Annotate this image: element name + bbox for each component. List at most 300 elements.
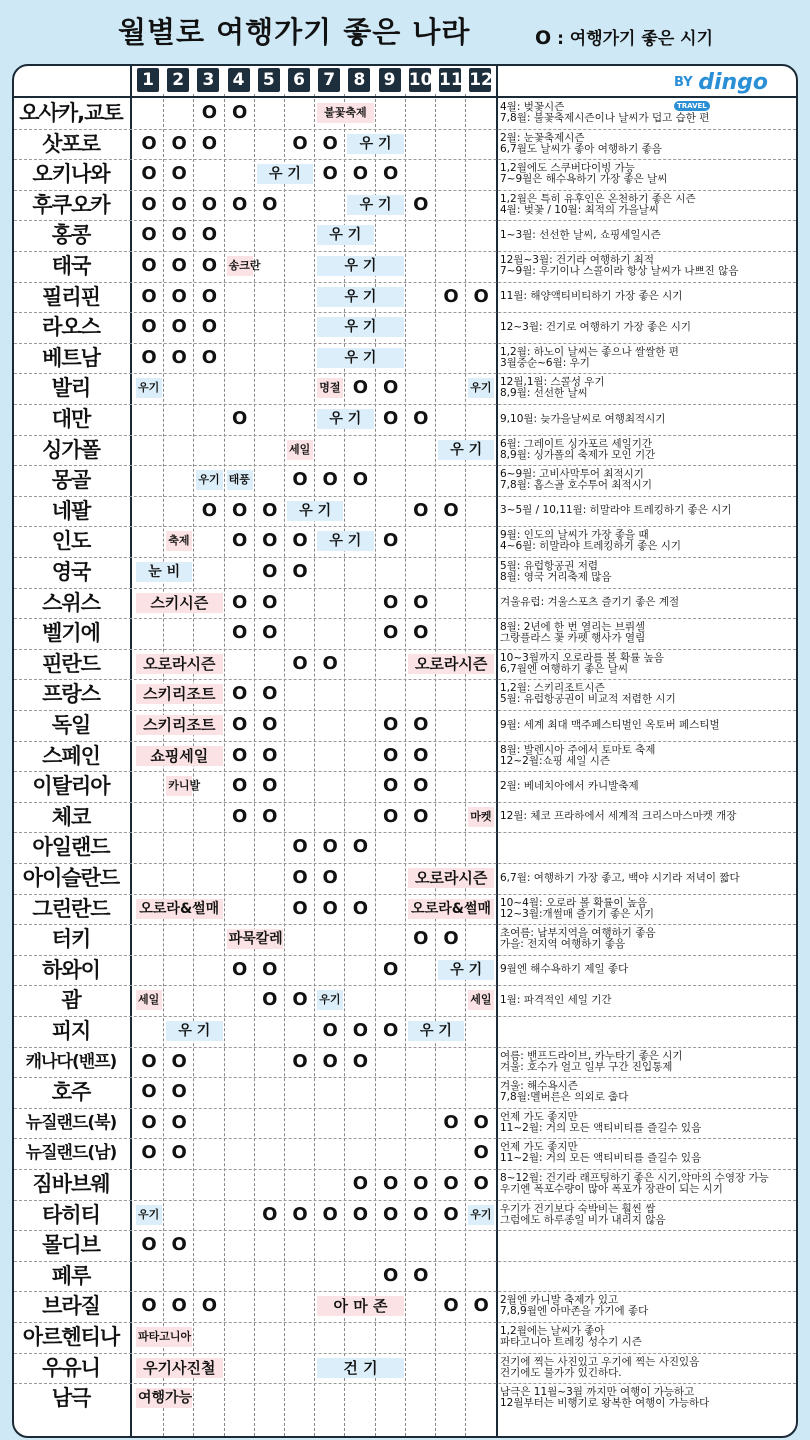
good-month-mark: O	[262, 499, 278, 521]
country-row	[14, 98, 796, 129]
season-tag: 우기	[196, 470, 222, 490]
country-name: 오사카,교토	[19, 101, 123, 125]
good-month-mark: O	[292, 1050, 308, 1072]
travel-note: 겨울유럽: 겨울스포츠 즐기기 좋은 계절	[500, 596, 680, 609]
country-row	[14, 373, 796, 404]
good-month-mark: O	[292, 652, 308, 674]
good-month-mark: O	[201, 224, 218, 246]
country-name: 캐나다(밴프)	[25, 1051, 117, 1072]
event-tag: 오로라시즌	[136, 654, 223, 674]
good-month-mark: O	[201, 346, 218, 368]
event-tag: 오로라시즌	[408, 868, 495, 888]
country-row	[14, 710, 796, 741]
good-month-mark: O	[382, 714, 399, 735]
good-month-mark: O	[352, 836, 369, 858]
good-month-mark: O	[292, 989, 308, 1011]
season-tag: 우 기	[317, 348, 404, 368]
good-month-mark: O	[352, 469, 369, 491]
country-row	[14, 1291, 796, 1322]
country-name: 삿포로	[42, 131, 100, 156]
good-month-mark: O	[171, 132, 187, 154]
good-month-mark: O	[413, 1203, 429, 1225]
good-month-mark: O	[413, 408, 429, 429]
travel-note: 우기가 건기보다 숙박비는 훨씬 쌈 그럼에도 하루종일 비가 내리지 않음	[500, 1202, 666, 1226]
good-month-mark: O	[262, 958, 278, 980]
good-month-mark: O	[292, 132, 308, 154]
good-month-mark: O	[473, 1295, 489, 1317]
season-tag: 우기	[468, 378, 494, 398]
good-month-mark: O	[231, 714, 248, 735]
good-month-mark: O	[262, 714, 278, 735]
legend-text: : 여행가기 좋은 시기	[551, 29, 714, 49]
good-month-mark: O	[352, 163, 369, 185]
travel-note: 1,2월: 하노이 날씨는 좋으나 쌀쌀한 편 3월중순~6월: 우기	[500, 345, 679, 369]
good-month-mark: O	[413, 591, 429, 613]
good-month-mark: O	[231, 775, 248, 797]
season-tag: 우기	[317, 990, 343, 1010]
good-month-mark: O	[292, 561, 308, 582]
country-row	[14, 802, 796, 833]
good-month-mark: O	[262, 744, 278, 766]
good-month-mark: O	[382, 530, 399, 552]
country-name: 체코	[51, 804, 91, 829]
good-month-mark: O	[262, 622, 278, 644]
country-row	[14, 1200, 796, 1231]
season-tag: 우 기	[347, 134, 403, 154]
good-month-mark: O	[473, 1111, 489, 1133]
travel-note: 6월: 그레이트 싱가포르 세일기간 8,9월: 싱가폴의 축제가 모인 기간	[500, 437, 656, 461]
travel-note	[500, 832, 792, 862]
event-tag: 오로라&썰매	[408, 899, 495, 919]
country-name: 브라질	[42, 1294, 100, 1319]
good-month-mark: O	[231, 499, 248, 521]
country-row	[14, 894, 796, 925]
country-row	[14, 832, 796, 863]
country-name: 태국	[51, 254, 91, 278]
season-tag: 우 기	[287, 501, 343, 521]
country-row	[14, 496, 796, 527]
good-month-mark: O	[141, 224, 157, 246]
country-row	[14, 1353, 796, 1384]
country-name: 몽골	[51, 468, 91, 493]
country-row	[14, 1322, 796, 1353]
legend	[535, 24, 713, 49]
travel-note: 4월: 벚꽃시즌 7,8월: 불꽃축제시즌이나 날씨가 덥고 습한 편	[500, 101, 710, 124]
country-name: 몰디브	[42, 1233, 100, 1258]
season-tag: 태풍	[227, 470, 253, 490]
event-tag: 세일	[468, 990, 494, 1010]
good-month-mark: O	[382, 163, 399, 185]
good-month-mark: O	[262, 683, 278, 705]
travel-note: 12~3월: 건기로 여행하기 가장 좋은 시기	[500, 320, 692, 333]
good-month-mark: O	[413, 1264, 429, 1286]
travel-note: 1~3월: 선선한 날씨, 쇼핑세일시즌	[500, 228, 661, 241]
brand-name: dingo	[698, 70, 769, 95]
good-month-mark: O	[201, 102, 218, 123]
good-month-mark: O	[171, 255, 187, 276]
good-month-mark: O	[231, 193, 248, 215]
good-month-mark: O	[231, 622, 248, 644]
good-month-mark: O	[352, 897, 369, 919]
country-name: 핀란드	[42, 651, 100, 676]
good-month-mark: O	[201, 316, 218, 338]
country-name: 인도	[51, 529, 91, 554]
good-month-mark: O	[201, 132, 218, 154]
travel-note: 여름: 밴프드라이브, 카누타기 좋은 시기 겨울: 호수가 얼고 일부 구간 진입통제	[500, 1049, 683, 1073]
good-month-mark: O	[322, 163, 338, 185]
travel-note: 10~4월: 오로라 볼 확률이 높음 12~3월:개썰매 즐기기 좋은 시기	[500, 896, 654, 920]
good-month-mark: O	[201, 499, 218, 521]
good-month-mark: O	[322, 1020, 338, 1041]
event-tag: 명절	[317, 378, 343, 398]
season-tag: 우 기	[317, 409, 373, 429]
page-header	[0, 0, 810, 62]
travel-note: 12월~3월: 건기라 여행하기 최적 7~9월: 우기이나 스콜이라 항상 날씨가 나쁘진 않음	[500, 254, 739, 277]
good-month-mark: O	[382, 408, 399, 429]
good-month-mark: O	[322, 1050, 338, 1072]
country-row	[14, 863, 796, 894]
good-month-mark: O	[322, 469, 338, 491]
country-name: 필리핀	[42, 284, 100, 309]
good-month-mark: O	[201, 1295, 218, 1317]
country-row	[14, 526, 796, 557]
good-month-mark: O	[413, 714, 429, 735]
country-row	[14, 588, 796, 619]
season-tag: 건 기	[317, 1358, 404, 1378]
travel-note: 6,7월: 여행하기 가장 좋고, 백야 시기라 저녁이 짧다	[500, 871, 740, 884]
good-month-mark: O	[171, 1111, 187, 1133]
brand-by: BY	[674, 75, 693, 90]
country-name: 아일랜드	[32, 835, 110, 860]
country-name: 대만	[51, 407, 91, 431]
month-header-9: 9	[379, 68, 401, 92]
event-tag: 스키시즌	[136, 593, 223, 613]
season-tag: 우 기	[438, 440, 494, 460]
event-tag: 파타고니아	[136, 1327, 192, 1347]
good-month-mark: O	[262, 193, 278, 215]
good-month-mark: O	[292, 897, 308, 919]
good-month-mark: O	[262, 805, 278, 827]
good-month-mark: O	[322, 897, 338, 919]
good-month-mark: O	[171, 1142, 187, 1164]
country-name: 발리	[51, 376, 91, 401]
season-tag: 우 기	[166, 1021, 222, 1041]
country-name: 벨기에	[42, 621, 100, 646]
travel-note: 8~12월: 건기라 래프팅하기 좋은 시기,악마의 수영장 가능 우기엔 폭포수량이 많아 폭포가 장관이 되는 시기	[500, 1172, 769, 1195]
travel-note: 8월: 2년에 한 번 열리는 브뤼셀 그랑플라스 꽃 카펫 행사가 열림	[500, 621, 646, 645]
month-header-1: 1	[137, 68, 159, 92]
good-month-mark: O	[473, 1173, 489, 1194]
country-row	[14, 618, 796, 649]
country-row	[14, 924, 796, 955]
country-row	[14, 190, 796, 221]
travel-note: 10~3월까지 오로라를 볼 확률 높음 6,7월엔 여행하기 좋은 날씨	[500, 651, 664, 675]
event-tag: 오로라시즌	[408, 654, 495, 674]
good-month-mark: O	[382, 775, 399, 797]
event-tag: 불꽃축제	[317, 103, 373, 123]
good-month-mark: O	[292, 1203, 308, 1225]
travel-note: 3~5월 / 10,11월: 히말라야 트레킹하기 좋은 시기	[500, 504, 732, 517]
good-month-mark: O	[322, 652, 338, 674]
travel-note: 5월: 유럽항공권 저렴 8월: 영국 거리축제 많음	[500, 560, 612, 583]
good-month-mark: O	[443, 285, 459, 307]
season-tag: 우 기	[317, 225, 373, 245]
country-name: 짐바브웨	[32, 1172, 110, 1196]
good-month-mark: O	[231, 805, 248, 827]
season-tag: 우 기	[347, 195, 403, 215]
good-month-mark: O	[231, 530, 248, 552]
season-tag: 우 기	[317, 256, 404, 276]
country-name: 하와이	[42, 957, 100, 982]
good-month-mark: O	[201, 255, 218, 276]
country-name: 독일	[51, 713, 91, 737]
good-month-mark: O	[382, 591, 399, 613]
travel-note: 남극은 11월~3월 까지만 여행이 가능하고 12월부터는 비행기로 왕복한 여행이 가능하다	[500, 1386, 710, 1410]
country-row	[14, 129, 796, 160]
country-row	[14, 679, 796, 710]
good-month-mark: O	[171, 224, 187, 246]
good-month-mark: O	[413, 193, 429, 215]
country-name: 남극	[51, 1386, 91, 1411]
good-month-mark: O	[382, 1203, 399, 1225]
event-tag: 세일	[287, 440, 313, 460]
good-month-mark: O	[352, 1050, 369, 1072]
good-month-mark: O	[382, 377, 399, 399]
country-row	[14, 1169, 796, 1200]
good-month-mark: O	[413, 622, 429, 644]
travel-calendar-table	[12, 64, 798, 1438]
good-month-mark: O	[413, 1173, 429, 1194]
country-name: 터키	[51, 927, 91, 952]
country-name: 아이슬란드	[22, 866, 120, 890]
season-tag: 우기	[136, 378, 162, 398]
good-month-mark: O	[171, 1234, 187, 1256]
good-month-mark: O	[141, 1081, 157, 1103]
good-month-mark: O	[141, 346, 157, 368]
month-header-2: 2	[167, 68, 189, 92]
country-row	[14, 343, 796, 374]
country-name: 페루	[51, 1263, 91, 1288]
country-name: 라오스	[42, 315, 100, 340]
good-month-mark: O	[141, 1050, 157, 1072]
good-month-mark: O	[443, 1111, 459, 1133]
good-month-mark: O	[262, 1203, 278, 1225]
travel-note: 9월: 세계 최대 맥주페스티벌인 옥토버 페스티벌	[500, 718, 720, 731]
event-tag: 스키리조트	[136, 715, 223, 735]
good-month-mark: O	[262, 989, 278, 1011]
event-tag: 축제	[166, 531, 192, 551]
country-name: 타히티	[42, 1202, 100, 1227]
travel-note: 9,10월: 늦가을날씨로 여행최적시기	[500, 412, 666, 425]
country-row	[14, 465, 796, 496]
month-header-5: 5	[258, 68, 280, 92]
country-row	[14, 1047, 796, 1078]
good-month-mark: O	[322, 867, 338, 888]
event-tag: 쇼핑세일	[136, 746, 223, 766]
season-tag: 우기	[468, 1205, 494, 1225]
good-month-mark: O	[231, 102, 248, 123]
country-row	[14, 1383, 796, 1414]
event-tag: 아 마 존	[317, 1296, 404, 1316]
good-month-mark: O	[231, 591, 248, 613]
travel-note: 12월: 체코 프라하에서 세계적 크리스마스마켓 개장	[500, 810, 737, 823]
country-name: 뉴질랜드(남)	[25, 1143, 117, 1164]
event-tag: 카니발	[166, 776, 192, 796]
good-month-mark: O	[413, 928, 429, 950]
country-name: 아르헨티나	[22, 1325, 120, 1349]
good-month-mark: O	[262, 561, 278, 582]
travel-note: 12월,1월: 스콜성 우기 8,9월: 선선한 날씨	[500, 376, 605, 400]
good-month-mark: O	[141, 132, 157, 154]
month-header-11: 11	[439, 70, 463, 90]
country-row	[14, 985, 796, 1016]
travel-note: 건기에 찍는 사진있고 우기에 찍는 사진있음 건기에도 물가가 있긴하다.	[500, 1355, 700, 1379]
event-tag: 우기사진철	[136, 1358, 223, 1378]
country-row	[14, 1016, 796, 1047]
travel-note: 언제 가도 좋지만 11~2월: 거의 모든 액티비티를 즐길수 있음	[500, 1141, 702, 1165]
good-month-mark: O	[231, 958, 248, 980]
country-name: 괌	[61, 988, 81, 1013]
travel-note	[500, 1230, 792, 1260]
country-row	[14, 557, 796, 588]
good-month-mark: O	[443, 1295, 459, 1317]
good-month-mark: O	[201, 285, 218, 307]
travel-note: 1,2월에는 날씨가 좋아 파타고니아 트레킹 성수기 시즌	[500, 1325, 642, 1348]
season-tag: 우 기	[257, 164, 313, 184]
country-name: 네팔	[51, 498, 91, 523]
good-month-mark: O	[171, 346, 187, 368]
event-tag: 마켓	[468, 807, 494, 827]
good-month-mark: O	[473, 1142, 489, 1164]
country-name: 베트남	[42, 345, 100, 370]
good-month-mark: O	[473, 285, 489, 307]
country-name: 피지	[51, 1019, 91, 1043]
good-month-mark: O	[141, 193, 157, 215]
travel-note	[500, 1016, 792, 1046]
month-header-6: 6	[288, 68, 310, 92]
travel-note: 8월: 발렌시아 주에서 토마토 축제 12~2월:쇼핑 세일 시즌	[500, 743, 656, 767]
travel-note: 11월: 해양액티비티하기 가장 좋은 시기	[500, 290, 683, 303]
month-header-10: 10	[408, 70, 433, 90]
good-month-mark: O	[262, 775, 278, 797]
travel-note: 9월엔 해수욕하기 제일 좋다	[500, 963, 629, 976]
country-name: 오키나와	[32, 162, 110, 187]
good-month-mark: O	[352, 1020, 369, 1041]
country-row	[14, 251, 796, 282]
month-header-7: 7	[318, 68, 340, 92]
good-month-mark: O	[231, 683, 248, 705]
good-month-mark: O	[413, 499, 429, 521]
country-name: 영국	[51, 560, 91, 584]
good-month-mark: O	[413, 805, 429, 827]
season-tag: 우 기	[317, 531, 373, 551]
good-month-mark: O	[292, 469, 308, 491]
country-row	[14, 771, 796, 802]
good-month-mark: O	[141, 1234, 157, 1256]
month-header-3: 3	[197, 68, 219, 92]
country-row	[14, 220, 796, 251]
good-month-mark: O	[352, 1203, 369, 1225]
country-name: 호주	[51, 1080, 91, 1105]
legend-symbol: O	[535, 27, 552, 49]
travel-note: 언제 가도 좋지만 11~2월: 거의 모든 액티비티를 즐길수 있음	[500, 1110, 702, 1134]
month-header-12: 12	[469, 70, 493, 90]
good-month-mark: O	[171, 1295, 187, 1317]
good-month-mark: O	[443, 1173, 459, 1194]
good-month-mark: O	[352, 377, 369, 399]
good-month-mark: O	[382, 958, 399, 980]
good-month-mark: O	[231, 408, 248, 429]
good-month-mark: O	[443, 1203, 459, 1225]
good-month-mark: O	[382, 1264, 399, 1286]
month-header-8: 8	[348, 68, 370, 92]
country-row	[14, 955, 796, 986]
country-name: 이탈리아	[32, 774, 110, 799]
good-month-mark: O	[231, 744, 248, 766]
good-month-mark: O	[322, 836, 338, 858]
travel-note	[500, 1261, 792, 1291]
good-month-mark: O	[141, 1142, 157, 1164]
country-name: 싱가폴	[42, 437, 100, 462]
country-name: 스위스	[42, 590, 100, 615]
country-name: 우유니	[42, 1355, 100, 1380]
good-month-mark: O	[141, 285, 157, 307]
good-month-mark: O	[322, 132, 338, 154]
season-tag: 우 기	[438, 960, 494, 980]
season-tag: 우 기	[408, 1021, 464, 1041]
good-month-mark: O	[443, 928, 459, 950]
good-month-mark: O	[141, 316, 157, 338]
country-row	[14, 1077, 796, 1108]
good-month-mark: O	[292, 867, 308, 888]
country-row	[14, 1230, 796, 1261]
travel-note: 1월: 파격적인 세일 기간	[500, 993, 612, 1006]
good-month-mark: O	[141, 255, 157, 276]
good-month-mark: O	[141, 1111, 157, 1133]
good-month-mark: O	[443, 499, 459, 521]
event-tag: 송크란	[227, 256, 253, 276]
good-month-mark: O	[382, 805, 399, 827]
country-row	[14, 312, 796, 343]
good-month-mark: O	[171, 316, 187, 338]
travel-note: 9월: 인도의 날씨가 가장 좋을 때 4~6월: 히말라야 트레킹하기 좋은 시기	[500, 529, 682, 553]
good-month-mark: O	[322, 1203, 338, 1225]
month-header-4: 4	[228, 68, 250, 92]
country-name: 후쿠오카	[32, 192, 110, 217]
country-row	[14, 1261, 796, 1292]
season-tag: 눈 비	[136, 562, 192, 582]
country-row	[14, 1138, 796, 1169]
event-tag: 세일	[136, 990, 162, 1010]
good-month-mark: O	[382, 622, 399, 644]
travel-note: 2월: 눈꽃축제시즌 6,7월도 날씨가 좋아 여행하기 좋음	[500, 131, 662, 155]
good-month-mark: O	[382, 1020, 399, 1041]
event-tag: 스키리조트	[136, 684, 223, 704]
event-tag: 여행가능	[138, 1390, 193, 1407]
good-month-mark: O	[141, 1295, 157, 1317]
travel-note: 겨울: 해수욕시즌 7,8월:멜버른은 의외로 춥다	[500, 1080, 629, 1104]
travel-note: 1,2월에도 스쿠버다이빙 가능 7~9월은 해수욕하기 가장 좋은 날씨	[500, 162, 668, 186]
good-month-mark: O	[292, 530, 308, 552]
country-name: 홍콩	[51, 223, 91, 248]
good-month-mark: O	[413, 744, 429, 766]
country-name: 스페인	[42, 743, 100, 768]
good-month-mark: O	[201, 193, 218, 215]
season-tag: 우기	[136, 1205, 162, 1225]
season-tag: 우 기	[317, 287, 404, 307]
good-month-mark: O	[141, 163, 157, 185]
travel-note: 2월엔 카니발 축제가 있고 7,8,9월엔 아마존을 가기에 좋다	[500, 1294, 649, 1318]
